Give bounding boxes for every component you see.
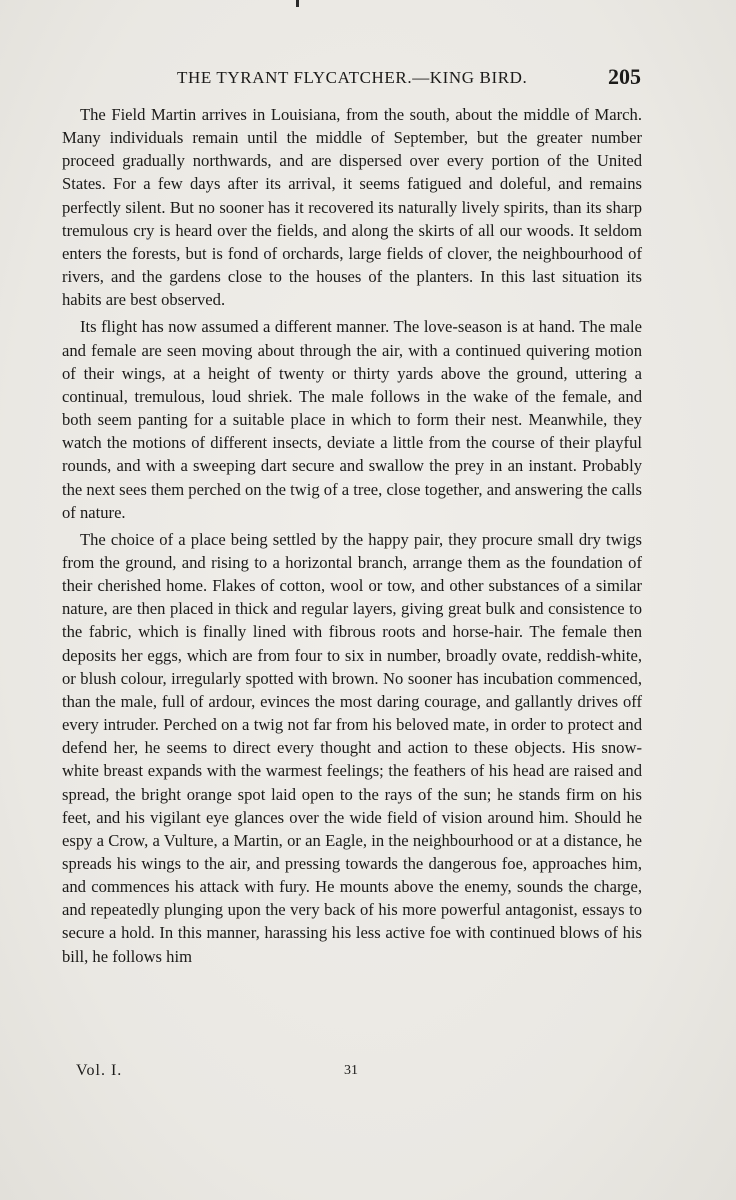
- volume-signature: Vol. I.: [76, 1062, 123, 1079]
- binding-mark: [296, 0, 299, 7]
- paragraph-flight: Its flight has now assumed a different manner. The love-season is at hand. The male and female are seen moving about through the air, with a continued quivering motion of their wings, at a height of twenty or thirty yards above the ground, uttering a continual, tremulous, loud shriek. The male follows in the wake of the female, and both seem panting for a suitable place in which to form their nest. Meanwhile, they watch the motions of different insects, deviate a little from the course of their playful rounds, and with a sweeping dart secure and swallow the prey in an instant. Probably the next sees them perched on the twig of a tree, close together, and answering the calls of nature.: [62, 317, 642, 522]
- folio-number: 31: [344, 1063, 358, 1078]
- paragraph-nesting: The choice of a place being settled by the happy pair, they procure small dry twigs from the ground, and rising to a horizontal branch, arrange them as the foundation of their cherished home. Flakes of cotton, wool or tow, and other substances of a similar nature, are then placed in thick and regular layers, giving great bulk and consistence to the fabric, which is finally lined with fibrous roots and horse-hair. The female then deposits her eggs, which are from four to six in number, broadly ovate, reddish-white, or blush colour, irregularly spotted with brown. No sooner has incubation commenced, than the male, full of ardour, evinces the most daring courage, and gallantly drives off every intruder. Perched on a twig not far from his beloved mate, in order to protect and defend her, he seems to direct every thought and action to these objects. His snow-white breast expands with the warmest feelings; the feathers of his head are raised and spread, the bright orange spot laid open to the rays of the sun; he stands firm on his feet, and his vigilant eye glances over the wide field of vision around him. Should he espy a Crow, a Vulture, a Martin, or an Eagle, in the neighbourhood or at a distance, he spreads his wings to the air, and pressing towards the dangerous foe, approaches him, and commences his attack with fury. He mounts above the enemy, sounds the charge, and repeatedly plunging upon the very back of his more powerful antagonist, essays to secure a hold. In this manner, harassing his less active foe with continued blows of his bill, he follows him: [62, 529, 642, 966]
- running-head: THE TYRANT FLYCATCHER.—KING BIRD.: [177, 68, 528, 87]
- body-text: [62, 103, 642, 968]
- paragraph-arrival: The Field Martin arrives in Louisiana, from the south, about the middle of March. Many individuals remain until the middle of September, but the greater number proceed gradually northwards, and are dispersed over every portion of the United States. For a few days after its arrival, it seems fatigued and doleful, and remains perfectly silent. But no sooner has it recovered its naturally lively spirits, than its sharp tremulous cry is heard over the fields, and along the skirts of all our woods. It seldom enters the forests, but is fond of orchards, large fields of clover, the neighbourhood of rivers, and the gardens close to the houses of the planters. In this last situation its habits are best observed.: [62, 105, 642, 310]
- page-number: 205: [608, 64, 641, 89]
